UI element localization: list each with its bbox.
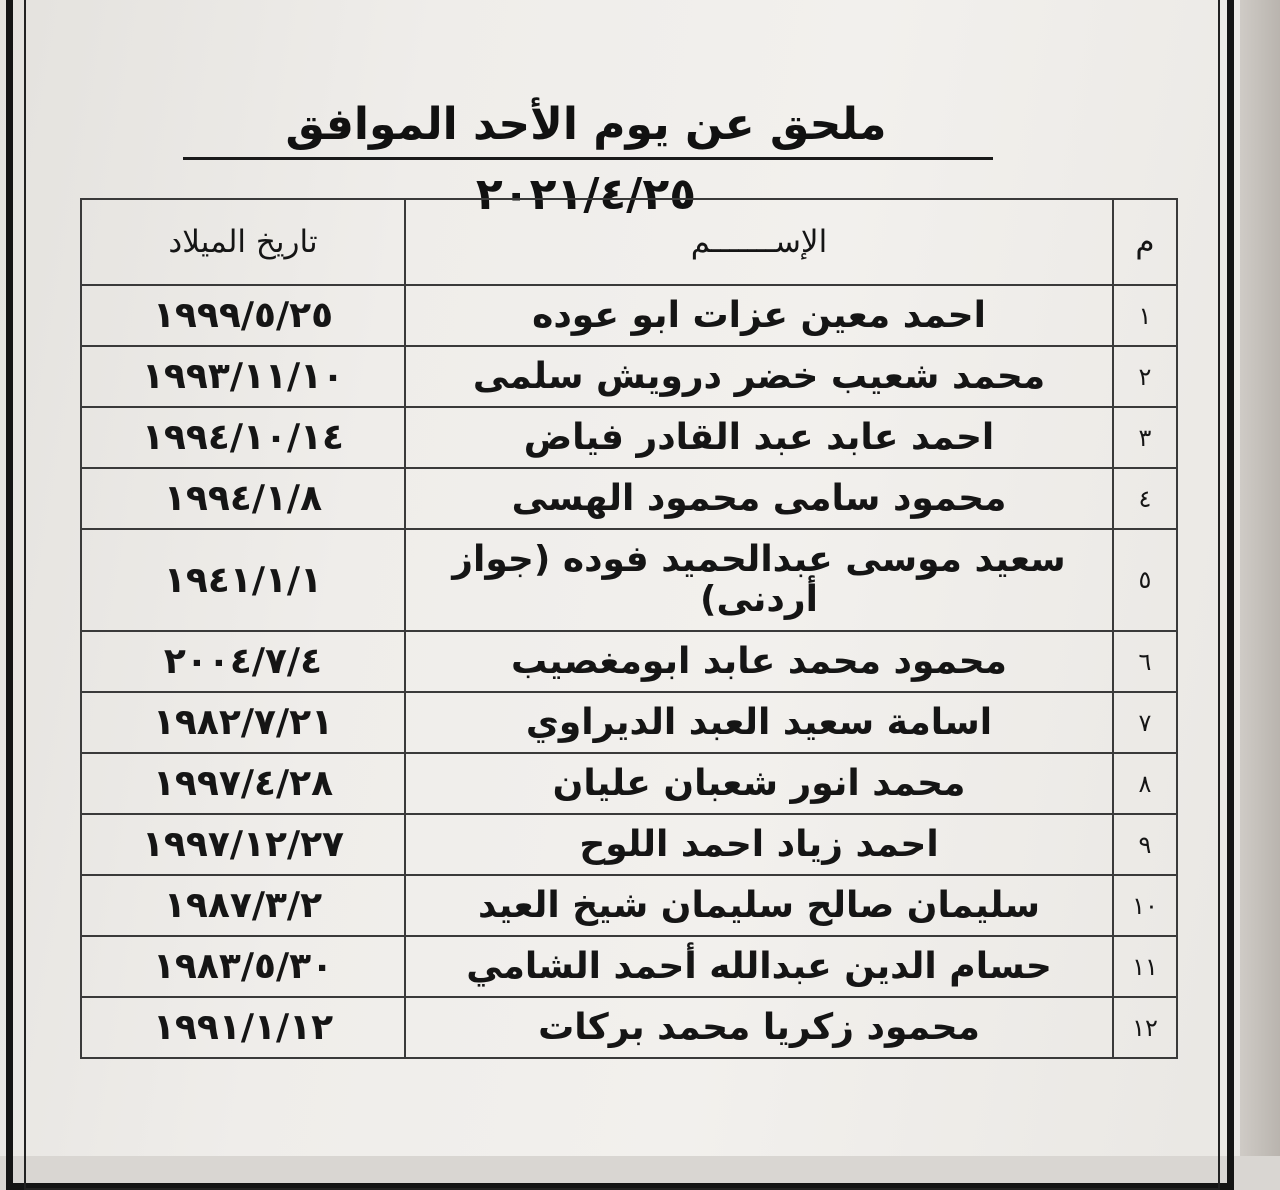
table-row — [81, 936, 1177, 997]
row-name: اسامة سعيد العبد الديراوي — [405, 692, 1113, 753]
row-name: احمد عابد عبد القادر فياض — [405, 407, 1113, 468]
row-number: ٦ — [1113, 631, 1177, 692]
row-birth-date: ١٩٨٢/٧/٢١ — [81, 692, 405, 753]
row-birth-date: ١٩٩٣/١١/١٠ — [81, 346, 405, 407]
row-birth-date: ١٩٨٣/٥/٣٠ — [81, 936, 405, 997]
row-number: ٣ — [1113, 407, 1177, 468]
row-name: سليمان صالح سليمان شيخ العيد — [405, 875, 1113, 936]
table-row — [81, 753, 1177, 814]
row-number: ١٢ — [1113, 997, 1177, 1058]
table-row — [81, 875, 1177, 936]
table-row — [81, 814, 1177, 875]
row-number: ١ — [1113, 285, 1177, 346]
row-birth-date: ١٩٩٤/١/٨ — [81, 468, 405, 529]
row-name: محمد شعيب خضر درويش سلمى — [405, 346, 1113, 407]
row-birth-date: ١٩٩٧/٤/٢٨ — [81, 753, 405, 814]
row-name: محمود زكريا محمد بركات — [405, 997, 1113, 1058]
table-row — [81, 997, 1177, 1058]
header-birth-date: تاريخ الميلاد — [81, 199, 405, 285]
table-row — [81, 346, 1177, 407]
table-row — [81, 468, 1177, 529]
header-name: الإســـــــم — [405, 199, 1113, 285]
row-number: ٤ — [1113, 468, 1177, 529]
row-number: ٢ — [1113, 346, 1177, 407]
row-number: ٨ — [1113, 753, 1177, 814]
names-table — [80, 198, 1178, 1059]
row-number: ١٠ — [1113, 875, 1177, 936]
header-number: م — [1113, 199, 1177, 285]
row-birth-date: ١٩٩١/١/١٢ — [81, 997, 405, 1058]
row-name: حسام الدين عبدالله أحمد الشامي — [405, 936, 1113, 997]
row-birth-date: ١٩٩٧/١٢/٢٧ — [81, 814, 405, 875]
row-number: ٧ — [1113, 692, 1177, 753]
title-underline — [183, 157, 993, 160]
table-row — [81, 407, 1177, 468]
row-name: سعيد موسى عبدالحميد فوده (جواز أردنى) — [405, 529, 1113, 631]
row-name: احمد معين عزات ابو عوده — [405, 285, 1113, 346]
table-row — [81, 692, 1177, 753]
table-header-row — [81, 199, 1177, 285]
page-title: ملحق عن يوم الأحد الموافق ٢٠٢١/٤/٢٥ — [285, 99, 887, 220]
row-birth-date: ٢٠٠٤/٧/٤ — [81, 631, 405, 692]
row-birth-date: ١٩٨٧/٣/٢ — [81, 875, 405, 936]
table-row — [81, 285, 1177, 346]
row-name: محمود محمد عابد ابومغصيب — [405, 631, 1113, 692]
row-name: محمود سامى محمود الهسى — [405, 468, 1113, 529]
row-birth-date: ١٩٩٩/٥/٢٥ — [81, 285, 405, 346]
row-number: ٩ — [1113, 814, 1177, 875]
row-name: محمد انور شعبان عليان — [405, 753, 1113, 814]
row-birth-date: ١٩٩٤/١٠/١٤ — [81, 407, 405, 468]
row-name: احمد زياد احمد اللوح — [405, 814, 1113, 875]
table-row — [81, 631, 1177, 692]
row-number: ٥ — [1113, 529, 1177, 631]
row-birth-date: ١٩٤١/١/١ — [81, 529, 405, 631]
table-row — [81, 529, 1177, 631]
row-number: ١١ — [1113, 936, 1177, 997]
page-edge-shadow — [1240, 0, 1280, 1156]
